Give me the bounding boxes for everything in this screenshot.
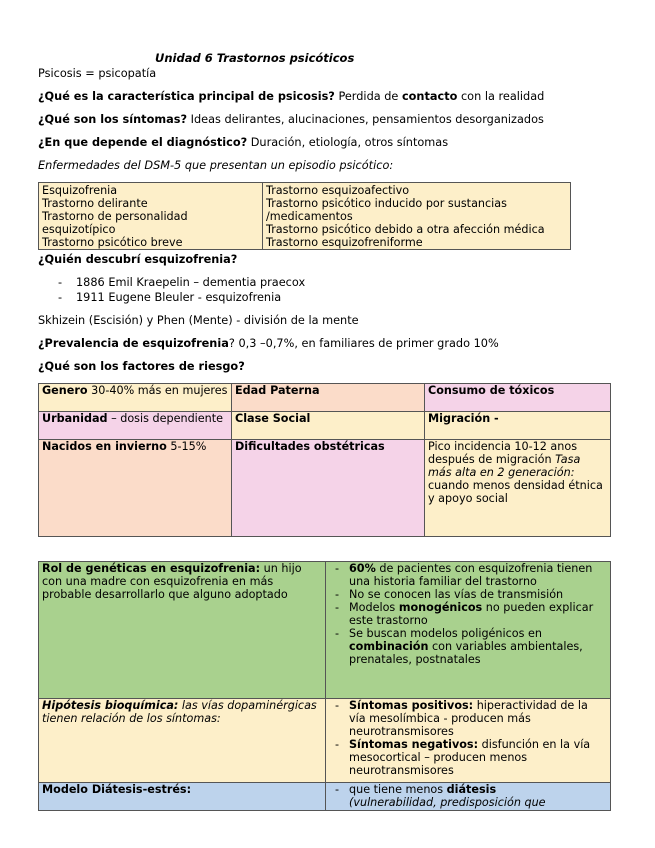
list-item bbox=[329, 699, 607, 738]
dsm-item: Trastorno de personalidad bbox=[42, 210, 188, 223]
theories-table bbox=[38, 561, 611, 811]
item-text: que tiene menos bbox=[349, 783, 447, 796]
answer-text-end: con la realidad bbox=[457, 90, 545, 103]
question-discoverer bbox=[38, 253, 237, 266]
item-text: Se buscan modelos poligénicos en bbox=[349, 627, 542, 640]
question-text: ¿Qué son los síntomas? bbox=[38, 113, 188, 126]
risk-label: Consumo de tóxicos bbox=[428, 384, 555, 397]
risk-label: Edad Paterna bbox=[235, 384, 320, 397]
dsm-item: Trastorno psicótico inducido por sustancias bbox=[266, 197, 507, 210]
risk-cell-migration bbox=[425, 412, 611, 440]
biochem-text: las vías dopaminérgicas tienen relación de los síntomas: bbox=[42, 699, 317, 725]
item-text: de pacientes con esquizofrenia tienen una historia familiar del trastorno bbox=[349, 562, 593, 588]
question-prevalence bbox=[38, 337, 499, 350]
risk-label: Genero bbox=[42, 384, 88, 397]
genetics-left-cell bbox=[39, 562, 326, 699]
list-item bbox=[329, 562, 607, 588]
list-item bbox=[329, 601, 607, 627]
biochem-left-cell bbox=[39, 699, 326, 783]
answer-text: Duración, etiología, otros síntomas bbox=[247, 136, 449, 149]
risk-cell-migration-detail bbox=[425, 440, 611, 537]
risk-value-italic: Tasa más alta en 2 generación: bbox=[428, 453, 581, 479]
question-main-feature bbox=[38, 90, 544, 103]
question-risk-factors bbox=[38, 360, 245, 373]
biochem-right-cell bbox=[326, 699, 611, 783]
bold-text: Síntomas positivos: bbox=[349, 699, 474, 712]
dsm-item: esquizotípico bbox=[42, 223, 116, 236]
dsm-item: Esquizofrenia bbox=[42, 184, 118, 197]
page-title: Unidad 6 Trastornos psicóticos bbox=[155, 51, 355, 65]
risk-label: Dificultades obstétricas bbox=[235, 440, 385, 453]
risk-value: 30-40% más en mujeres bbox=[87, 384, 228, 397]
bold-text: 60% bbox=[349, 562, 376, 575]
dsm-item: Trastorno esquizofreniforme bbox=[266, 236, 423, 249]
item-text: con variables ambientales, prenatales, postnatales bbox=[349, 640, 583, 666]
dsm-right-cell bbox=[263, 183, 571, 250]
dsm-intro: Enfermedades del DSM-5 que presentan un episodio psicótico: bbox=[38, 159, 394, 172]
risk-value: – dosis dependiente bbox=[107, 412, 224, 425]
dsm-item: Trastorno esquizoafectivo bbox=[266, 184, 410, 197]
dsm-item: Trastorno psicótico breve bbox=[42, 236, 183, 249]
risk-cell-social-class bbox=[232, 412, 425, 440]
answer-text: Ideas delirantes, alucinaciones, pensamientos desorganizados bbox=[187, 113, 544, 126]
dsm-table bbox=[38, 182, 571, 250]
question-text: ¿En que depende el diagnóstico? bbox=[38, 136, 248, 149]
genetics-text: un hijo con una madre con esquizofrenia en más probable desarrollarlo que alguno adoptado bbox=[42, 562, 302, 601]
risk-value: 5-15% bbox=[166, 440, 207, 453]
question-text: ¿Quién descubrí esquizofrenia? bbox=[38, 253, 238, 266]
question-text: ¿Prevalencia de esquizofrenia bbox=[38, 337, 229, 350]
risk-cell-gender bbox=[39, 384, 232, 412]
list-item bbox=[329, 738, 607, 777]
risk-cell-toxics bbox=[425, 384, 611, 412]
list-item-text: 1911 Eugene Bleuler - esquizofrenia bbox=[76, 291, 282, 304]
risk-cell-urbanity bbox=[39, 412, 232, 440]
list-item: - 1911 Eugene Bleuler - esquizofrenia bbox=[58, 291, 282, 304]
answer-text: ? 0,3 –0,7%, en familiares de primer grado 10% bbox=[228, 337, 499, 350]
risk-value: cuando menos densidad étnica y apoyo social bbox=[428, 479, 603, 505]
italic-text: (vulnerabilidad, predisposición que bbox=[349, 796, 546, 809]
list-item: - 1886 Emil Kraepelin – dementia praecox bbox=[58, 276, 306, 289]
risk-factors-table bbox=[38, 383, 611, 537]
genetics-title: Rol de genéticas en esquizofrenia: bbox=[42, 562, 261, 575]
item-text: disfunción en la vía mesocortical – producen menos neurotransmisores bbox=[349, 738, 591, 777]
bold-text: diátesis bbox=[446, 783, 497, 796]
item-text: no pueden explicar este trastorno bbox=[349, 601, 594, 627]
list-item bbox=[329, 588, 607, 601]
list-item bbox=[329, 627, 607, 666]
question-text: ¿Qué es la característica principal de psicosis? bbox=[38, 90, 335, 103]
bold-text: Síntomas negativos: bbox=[349, 738, 479, 751]
biochem-title: Hipótesis bioquímica: bbox=[42, 699, 179, 712]
list-item bbox=[329, 783, 607, 809]
list-item-text: 1886 Emil Kraepelin – dementia praecox bbox=[76, 276, 306, 289]
item-text: No se conocen las vías de transmisión bbox=[349, 588, 564, 601]
risk-label: Urbanidad bbox=[42, 412, 108, 425]
dsm-item: /medicamentos bbox=[266, 210, 353, 223]
item-text: hiperactividad de la vía mesolímbica - producen más neurotransmisores bbox=[349, 699, 588, 738]
dsm-left-cell bbox=[39, 183, 263, 250]
bold-text: combinación bbox=[349, 640, 429, 653]
dsm-item: Trastorno delirante bbox=[42, 197, 148, 210]
dsm-item: Trastorno psicótico debido a otra afección médica bbox=[266, 223, 545, 236]
risk-label: Nacidos en invierno bbox=[42, 440, 167, 453]
risk-cell-winter-birth bbox=[39, 440, 232, 537]
risk-value: Pico incidencia 10-12 anos después de migración bbox=[428, 440, 578, 466]
question-symptoms bbox=[38, 113, 544, 126]
question-diagnosis bbox=[38, 136, 448, 149]
item-text: Modelos bbox=[349, 601, 399, 614]
etymology: Skhizein (Escisión) y Phen (Mente) - división de la mente bbox=[38, 314, 359, 327]
diathesis-left-cell bbox=[39, 783, 326, 811]
answer-bold: contacto bbox=[401, 90, 458, 103]
answer-text: Perdida de bbox=[334, 90, 402, 103]
risk-label: Clase Social bbox=[235, 412, 311, 425]
diathesis-title: Modelo Diátesis-estrés: bbox=[42, 783, 192, 796]
risk-cell-paternal-age bbox=[232, 384, 425, 412]
bold-text: monogénicos bbox=[398, 601, 483, 614]
diathesis-right-cell bbox=[326, 783, 611, 811]
risk-label: Migración - bbox=[428, 412, 499, 425]
question-text: ¿Qué son los factores de riesgo? bbox=[38, 360, 245, 373]
risk-cell-obstetric bbox=[232, 440, 425, 537]
genetics-right-cell bbox=[326, 562, 611, 699]
psicosis-definition: Psicosis = psicopatía bbox=[38, 67, 157, 80]
